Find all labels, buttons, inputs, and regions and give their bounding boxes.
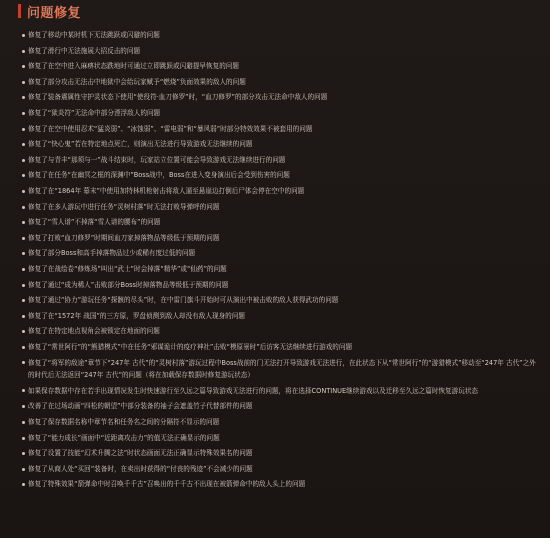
list-item-text: 修复了打败“血刀修罗”时期间血刀家掉落物品等级低于预期的问题 xyxy=(28,233,220,242)
list-item xyxy=(22,90,542,106)
list-item xyxy=(22,399,542,415)
list-item xyxy=(22,184,542,200)
list-item-text: 修复了“常世阿行”的“熊猎模式”中在任务“邪谋诡计的疫疗神社”击败“模原景时”后访客无法继续进行游戏的问题 xyxy=(28,342,353,351)
fix-list xyxy=(22,28,542,493)
bullet-icon xyxy=(22,483,25,486)
list-item xyxy=(22,28,542,44)
list-item-text: 修复了特殊效果“箭弹命中时召唤千千古”召唤出的千千古不出现在被箭弹命中的敌人头上的问题 xyxy=(28,480,306,489)
list-item xyxy=(22,122,542,138)
list-item-text: 修复了通过“成为稀人”击败部分Boss时掉落物品等级低于预期的问题 xyxy=(28,280,229,289)
list-item-text: 修复了移动中某时机下无法跳跃或闪避的问题 xyxy=(28,31,160,39)
section-title: 问题修复 xyxy=(27,5,82,21)
list-item-text: 修复了通过“协力”游玩任务“探骸的尽头”时，在中雷门旗斗开始时可从演出中被击败的敌人获得武功的问题 xyxy=(28,296,339,305)
list-item xyxy=(22,293,542,309)
list-item xyxy=(22,355,542,383)
list-item xyxy=(22,446,542,462)
list-item-text: 修复了在空中使用忍术“猛炎弱”、“冰蚀弱”、“雷电弱”和“暴风弱”时部分特效效果不被套用的问题 xyxy=(28,124,313,133)
list-item-text: 如果保存数据中存在若手出现情况发生时快速游行至久远之篇导致游戏无法进行的问题，将在选择CONTINUE继续游戏以及迁移至久远之篇时恢复游玩状态 xyxy=(28,387,479,396)
list-item xyxy=(22,153,542,169)
list-item-text: 修复了在空中进入麻痹状态跌地时可通过立即跳跃或闪避提早恢复的问题 xyxy=(28,62,239,71)
bullet-icon xyxy=(22,34,25,37)
list-item xyxy=(22,262,542,278)
list-item xyxy=(22,137,542,153)
bullet-icon xyxy=(22,221,25,224)
bullet-icon xyxy=(22,112,25,115)
list-item-text: 修复了部分Boss和高手掉落物品过少或稀有度过低的问题 xyxy=(28,249,196,258)
bullet-icon xyxy=(22,452,25,455)
list-item xyxy=(22,246,542,262)
bullet-icon xyxy=(22,468,25,471)
list-item xyxy=(22,462,542,478)
list-item-text: 修复了“狱炎符”无法命中部分湮浮敌人的问题 xyxy=(28,108,161,117)
bullet-icon xyxy=(22,346,25,349)
list-item-text: 修复了部分攻击无法击中地狱中会给玩家赋予“燃烧”负面效果的敌人的问题 xyxy=(28,77,246,86)
list-item-text: 改善了在过场动画“四松的朝望”中部分装备的袖子会遮盖竹子代替部件的问题 xyxy=(28,402,253,411)
list-item xyxy=(22,431,542,447)
list-item-text: 修复了在“1864年 幕末”中使用加特林机枪射击将敌人逼至悬崖边打倒后尸体会停在空中的问题 xyxy=(28,186,305,195)
bullet-icon xyxy=(22,190,25,193)
list-item xyxy=(22,168,542,184)
list-item-text: 修复了在多人游玩中进行任务“灵树村落”时无法打败导弹呼的问题 xyxy=(28,202,220,211)
bullet-icon xyxy=(22,50,25,53)
list-item xyxy=(22,324,542,340)
section-header xyxy=(18,0,81,22)
bullet-icon xyxy=(22,237,25,240)
list-item-text: 修复了“雪人谱”不掉落“雪人谱的腰布”的问题 xyxy=(28,218,161,227)
list-item-text: 修复了滑行中无法施展大招反击的问题 xyxy=(28,46,141,55)
list-item xyxy=(22,278,542,294)
list-item xyxy=(22,215,542,231)
bullet-icon xyxy=(22,143,25,146)
list-item xyxy=(22,200,542,216)
list-item-text: 修复了“能力成长”画面中“近距离攻击力”的值无法正确显示的问题 xyxy=(28,433,220,442)
list-item-text: 修复了从商人处“买回”装备时，在卖出时获得的“付丧的残迹”不会减少的问题 xyxy=(28,464,253,473)
list-item xyxy=(22,75,542,91)
bullet-icon xyxy=(22,96,25,99)
list-item xyxy=(22,340,542,356)
bullet-icon xyxy=(22,128,25,131)
list-item-text: 修复了在特定地点视角会被锁定在地面的问题 xyxy=(28,327,160,336)
bullet-icon xyxy=(22,315,25,318)
list-item xyxy=(22,383,542,399)
list-item-text: 修复了在“1572年 战国”的三方原，罗盘侦测到敌人却没有敌人现身的问题 xyxy=(28,311,245,320)
bullet-icon xyxy=(22,206,25,209)
bullet-icon xyxy=(22,65,25,68)
header-accent-bar xyxy=(18,4,21,18)
bullet-icon xyxy=(22,81,25,84)
list-item-text: 修复了保存数据名称中章节名和任务名之间的分隔符不显示的问题 xyxy=(28,418,220,427)
list-item-text: 修复了在任务“在幽冥之框的深渊中”Boss战中，Boss在进入变身演出后会受到伤害的问题 xyxy=(28,171,290,180)
bullet-icon xyxy=(22,284,25,287)
list-item-text: 修复了设置了技能“幻术升腾之法”时状态画面无法正确显示特殊效果名的问题 xyxy=(28,449,253,458)
list-item xyxy=(22,106,542,122)
list-item-text: 修复了“快心鬼”若在特定地点死亡，则演出无法进行导致游戏无法继续的问题 xyxy=(28,140,253,149)
bullet-icon xyxy=(22,299,25,302)
list-item-text: 修复了“将军的敌途”章节下“247年 古代”的“灵树村落”游玩过程中Boss战前的门无法打开导致游戏无法进行，在此状态下从“常世阿行”的“游猎模式”移动至“247年 古代”之外的时代后无法返回“247年 古代”的问题（将在加载保存数据时修复游玩状态） xyxy=(28,359,536,380)
list-item-text: 修复了装备震属性守护灵状态下使用“使役符·血刀修罗”时，“血刀修罗”的部分攻击无法命中敌人的问题 xyxy=(28,93,328,102)
list-item xyxy=(22,231,542,247)
list-item xyxy=(22,477,542,493)
bullet-icon xyxy=(22,389,25,392)
bullet-icon xyxy=(22,361,25,364)
list-item xyxy=(22,309,542,325)
list-item xyxy=(22,59,542,75)
bullet-icon xyxy=(22,437,25,440)
bullet-icon xyxy=(22,421,25,424)
bullet-icon xyxy=(22,268,25,271)
bullet-icon xyxy=(22,330,25,333)
list-item xyxy=(22,44,542,60)
list-item-text: 修复了在战绘卷“修炼场”叫出“武士”时会掉落“精华”或“仙药”的问题 xyxy=(28,264,227,273)
list-item-text: 修复了与青丰“那须与一”战斗结束时，玩家站立位置可能会导致游戏无法继续进行的问题 xyxy=(28,155,286,164)
list-item xyxy=(22,415,542,431)
bullet-icon xyxy=(22,174,25,177)
bullet-icon xyxy=(22,252,25,255)
bullet-icon xyxy=(22,405,25,408)
bullet-icon xyxy=(22,159,25,162)
